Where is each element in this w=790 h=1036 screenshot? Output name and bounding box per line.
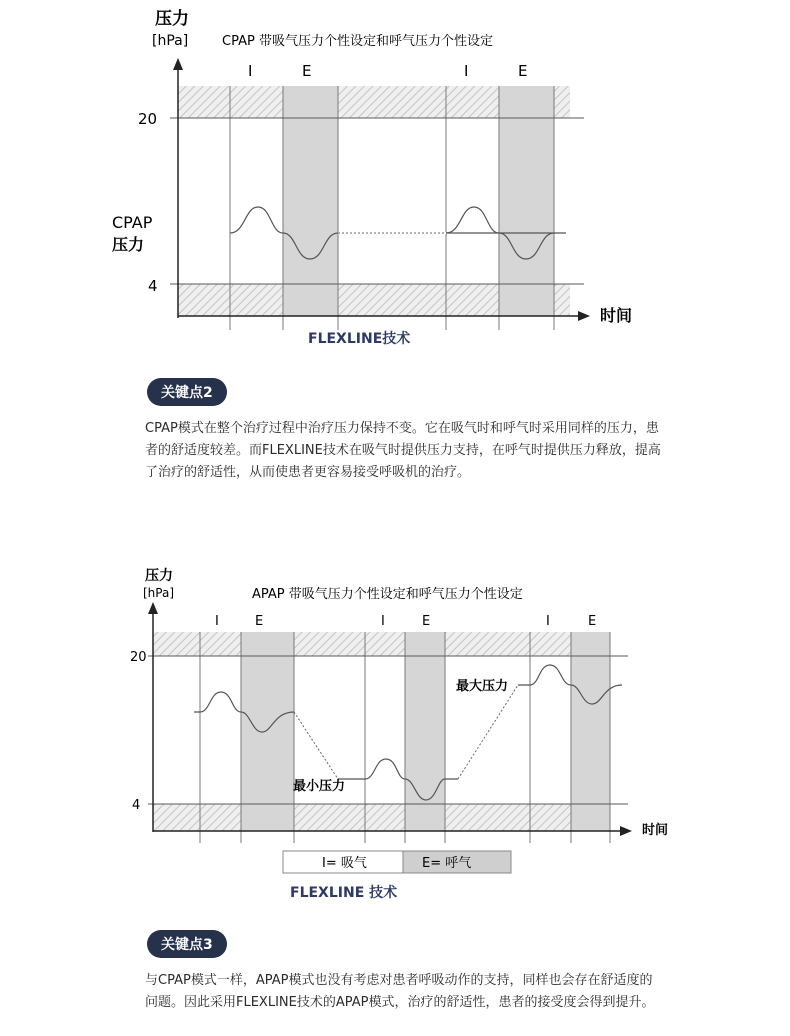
y-axis-arrow-icon bbox=[173, 58, 183, 70]
y-axis-label: 压力 bbox=[145, 568, 173, 584]
y-axis-label: 压力 bbox=[155, 9, 189, 29]
phase-label-i: I bbox=[215, 614, 219, 629]
x-axis-label: 时间 bbox=[600, 306, 633, 325]
pressure-ramp-up bbox=[458, 685, 518, 779]
y-axis-unit: [hPa] bbox=[143, 586, 175, 600]
pressure-ramp-down bbox=[294, 712, 338, 779]
key-point-text: 与CPAP模式一样，APAP模式也没有考虑对患者呼吸动作的支持，同样也会存在舒适度的问题。因此采用FLEXLINE技术的APAP模式，治疗的舒适性，患者的接受度会得到提升。 bbox=[145, 973, 655, 1010]
expiration-region bbox=[499, 86, 554, 316]
apap-diagram bbox=[0, 560, 790, 915]
max-pressure-label: 最大压力 bbox=[456, 679, 509, 694]
x-axis-arrow-icon bbox=[578, 311, 590, 321]
phase-label-i: I bbox=[248, 62, 253, 80]
key-point-badge: 关键点3 bbox=[147, 930, 227, 958]
key-point-text: CPAP模式在整个治疗过程中治疗压力保持不变。它在吸气时和呼气时采用同样的压力，患者的舒适度较差。而FLEXLINE技术在吸气时提供压力支持，在呼气时提供压力释放，提高了治疗的舒适性，从而使患者更容易接受呼吸机的治疗。 bbox=[145, 421, 661, 480]
expiration-region bbox=[283, 86, 338, 316]
cpap-diagram bbox=[0, 0, 790, 360]
expiration-region bbox=[241, 632, 294, 831]
key-point-badge: 关键点2 bbox=[147, 378, 227, 406]
cpap-level-label: CPAP bbox=[112, 213, 153, 232]
x-axis-arrow-icon bbox=[620, 826, 632, 836]
chart-title: CPAP 带吸气压力个性设定和呼气压力个性设定 bbox=[222, 34, 493, 49]
tick-label-20: 20 bbox=[138, 110, 158, 128]
cpap-level-label-pressure: 压力 bbox=[112, 235, 145, 254]
phase-label-e: E bbox=[588, 614, 597, 629]
expiration-region bbox=[405, 632, 445, 831]
phase-label-e: E bbox=[422, 614, 431, 629]
tick-label-4: 4 bbox=[132, 798, 141, 813]
tick-label-20: 20 bbox=[130, 650, 147, 665]
x-axis-label: 时间 bbox=[642, 823, 669, 838]
min-pressure-label: 最小压力 bbox=[293, 779, 346, 794]
phase-label-e: E bbox=[302, 62, 312, 80]
upper-hatched-band bbox=[153, 632, 610, 656]
phase-label-e: E bbox=[255, 614, 264, 629]
phase-label-i: I bbox=[546, 614, 550, 629]
y-axis-unit: [hPa] bbox=[152, 33, 189, 49]
phase-label-i: I bbox=[464, 62, 469, 80]
legend-inspiration-label: I= 吸气 bbox=[322, 856, 367, 871]
tick-label-4: 4 bbox=[148, 277, 158, 295]
legend-expiration-label: E= 呼气 bbox=[422, 856, 472, 871]
phase-label-i: I bbox=[381, 614, 385, 629]
lower-hatched-band bbox=[153, 804, 610, 831]
expiration-region bbox=[571, 632, 610, 831]
brand-label: FLEXLINE技术 bbox=[308, 331, 411, 347]
chart-title: APAP 带吸气压力个性设定和呼气压力个性设定 bbox=[252, 587, 523, 602]
y-axis-arrow-icon bbox=[148, 602, 158, 614]
phase-label-e: E bbox=[518, 62, 528, 80]
brand-label: FLEXLINE 技术 bbox=[290, 885, 398, 901]
